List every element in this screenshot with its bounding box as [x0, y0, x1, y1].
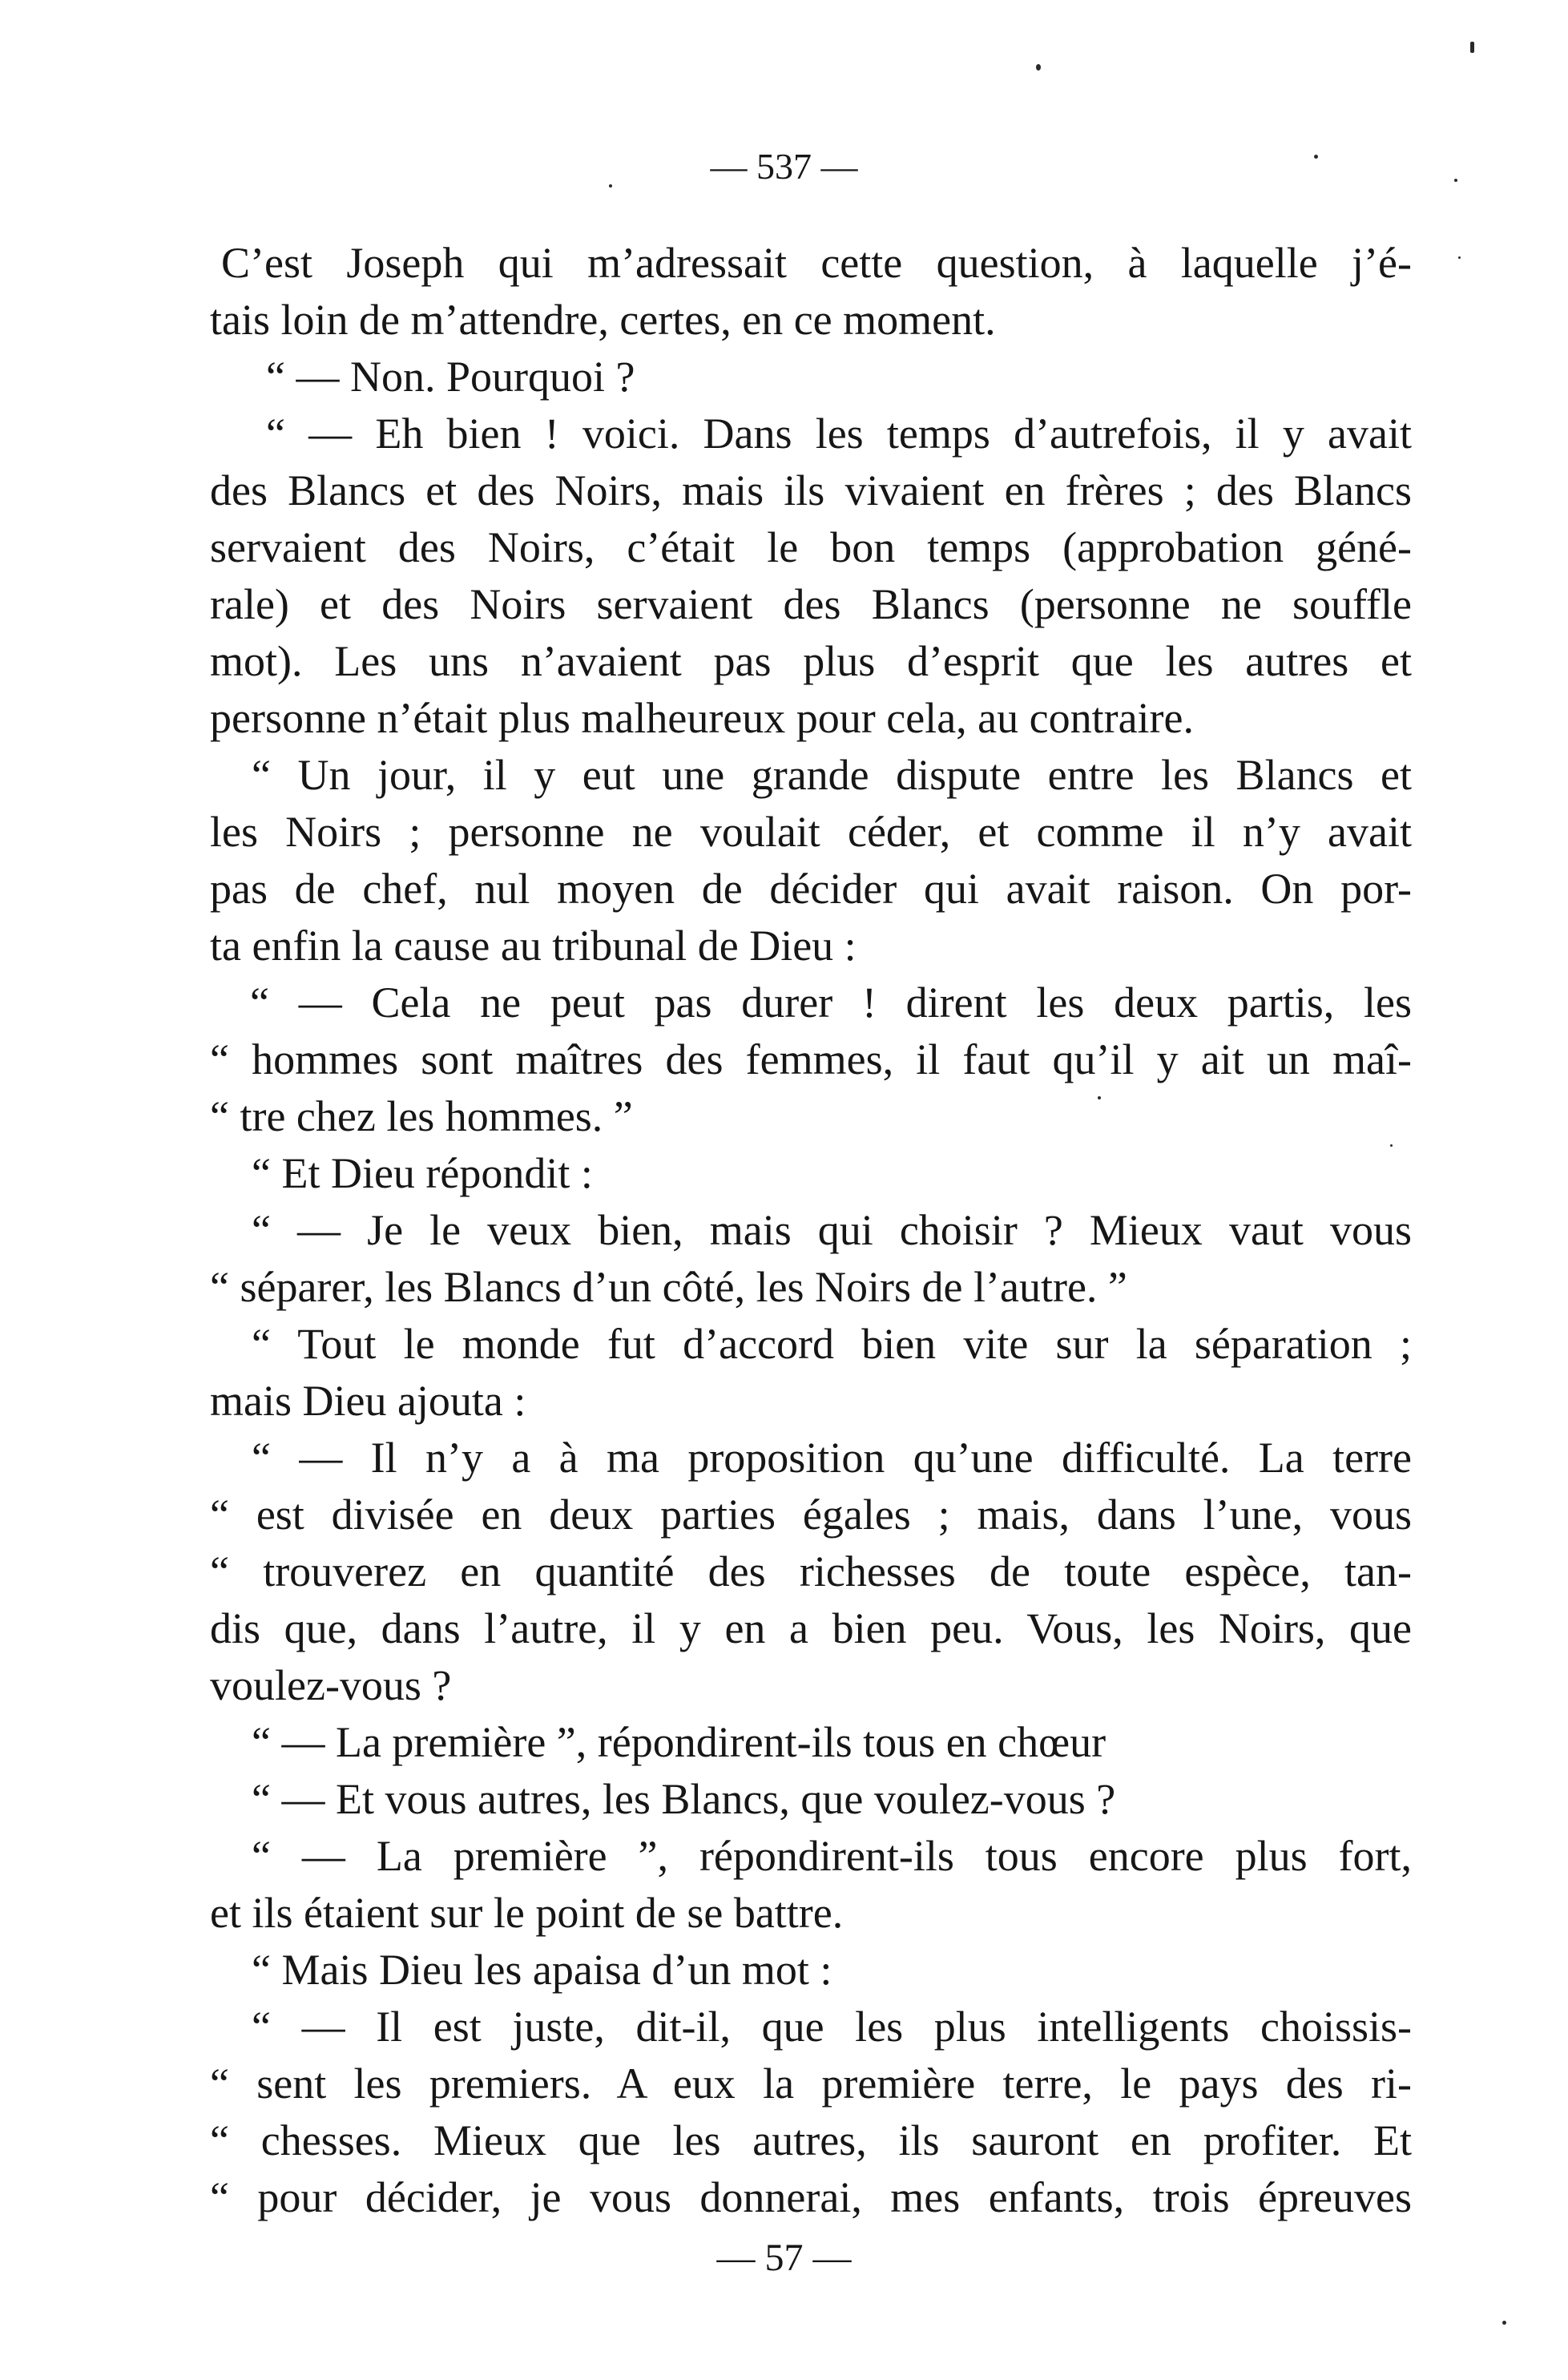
text-line: personne n’était plus malheureux pour cela, au contraire. [210, 694, 1194, 742]
scan-speck [1098, 1096, 1101, 1099]
text-line: tais loin de m’attendre, certes, en ce moment. [210, 296, 996, 344]
text-line: des Blancs et des Noirs, mais ils vivaient en frères ; des Blancs [210, 466, 1412, 514]
text-line: “ — La première ”, répondirent-ils tous en chœur [252, 1718, 1106, 1766]
text-line: “ hommes sont maîtres des femmes, il faut qu’il y ait un maî- [210, 1035, 1412, 1083]
text-line: mot). Les uns n’avaient pas plus d’esprit que les autres et [210, 637, 1412, 685]
body-text [210, 235, 1412, 2226]
text-line: “ est divisée en deux parties égales ; mais, dans l’une, vous [210, 1491, 1412, 1539]
text-line: “ — Il est juste, dit-il, que les plus intelligents choissis- [252, 2003, 1412, 2051]
text-line: “ — Non. Pourquoi ? [266, 353, 635, 401]
text-line: “ — La première ”, répondirent-ils tous encore plus fort, [252, 1832, 1412, 1880]
text-line: “ Mais Dieu les apaisa d’un mot : [252, 1946, 832, 1994]
text-line: dis que, dans l’autre, il y en a bien peu. Vous, les Noirs, que [210, 1604, 1412, 1652]
text-line: “ — Eh bien ! voici. Dans les temps d’autrefois, il y avait [266, 409, 1412, 458]
text-line: “ — Je le veux bien, mais qui choisir ? Mieux vaut vous [252, 1206, 1412, 1254]
text-line: “ — Il n’y a à ma proposition qu’une difficulté. La terre [252, 1434, 1412, 1482]
page-number: — 57 — [716, 2237, 852, 2279]
scan-speck [1036, 64, 1041, 71]
scan-speck [609, 184, 612, 188]
text-line: servaient des Noirs, c’était le bon temps (approbation géné- [210, 523, 1412, 571]
scan-speck [1454, 179, 1457, 182]
text-line: ta enfin la cause au tribunal de Dieu : [210, 922, 857, 970]
text-line: mais Dieu ajouta : [210, 1377, 526, 1425]
text-line: les Noirs ; personne ne voulait céder, et comme il n’y avait [210, 808, 1412, 856]
scan-speck [1470, 42, 1474, 53]
text-line: “ sent les premiers. A eux la première terre, le pays des ri- [210, 2059, 1412, 2108]
text-line: “ tre chez les hommes. ” [210, 1092, 633, 1140]
scan-speck [1458, 256, 1461, 259]
text-line: et ils étaient sur le point de se battre. [210, 1889, 844, 1937]
text-line: “ séparer, les Blancs d’un côté, les Noirs de l’autre. ” [210, 1263, 1127, 1311]
scan-speck [1314, 155, 1318, 159]
running-page-number: — 537 — [710, 146, 858, 187]
scan-speck [1502, 2321, 1506, 2325]
text-line: pas de chef, nul moyen de décider qui avait raison. On por- [210, 865, 1412, 913]
text-line: rale) et des Noirs servaient des Blancs (personne ne souffle [210, 580, 1412, 628]
text-line: voulez-vous ? [210, 1661, 452, 1709]
text-line: “ Tout le monde fut d’accord bien vite sur la séparation ; [252, 1320, 1412, 1368]
text-line: “ Un jour, il y eut une grande dispute entre les Blancs et [252, 751, 1412, 799]
text-line: C’est Joseph qui m’adressait cette question, à laquelle j’é- [221, 239, 1412, 287]
text-line: “ Et Dieu répondit : [252, 1149, 593, 1197]
scan-speck [1390, 1144, 1393, 1147]
text-line: “ — Et vous autres, les Blancs, que voulez-vous ? [252, 1775, 1116, 1823]
text-line: “ pour décider, je vous donnerai, mes enfants, trois épreuves [210, 2173, 1412, 2221]
text-line: “ — Cela ne peut pas durer ! dirent les deux partis, les [250, 978, 1412, 1027]
text-line: “ chesses. Mieux que les autres, ils sauront en profiter. Et [210, 2116, 1412, 2164]
text-line: “ trouverez en quantité des richesses de toute espèce, tan- [210, 1547, 1412, 1595]
